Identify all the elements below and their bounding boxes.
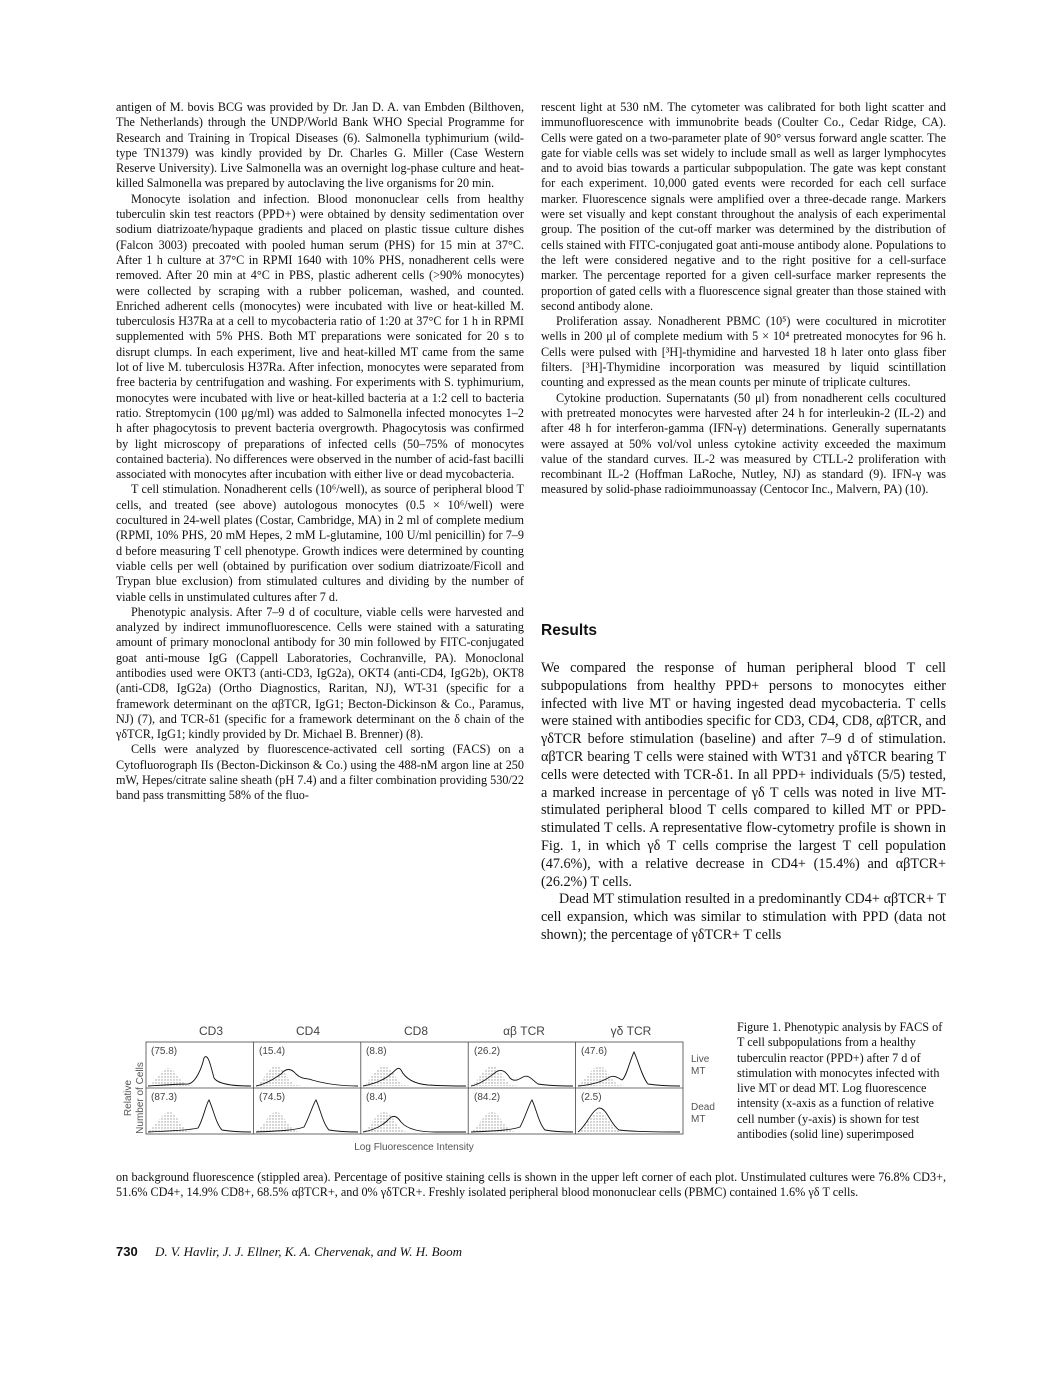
left-column bbox=[116, 100, 524, 804]
page-footer bbox=[116, 1244, 462, 1260]
paragraph-proliferation-assay: Proliferation assay. Nonadherent PBMC (10⁵) were cocultured in microtiter wells in 200 μl of complete medium with 5 × 10⁴ pretreated monocytes for 96 h. Cells were pulsed with [³H]-thymidine and harvested 18 h later onto glass fiber filters. [³H]-Thymidine incorporation was measured by liquid scintillation counting and expressed as the mean counts per minute of triplicate cultures. bbox=[541, 314, 946, 390]
results-heading: Results bbox=[541, 622, 597, 639]
y-axis-label-number-of-cells: Number of Cells bbox=[135, 1062, 146, 1134]
paragraph-facs: Cells were analyzed by fluorescence-activated cell sorting (FACS) on a Cytofluorograph IIs (Becton-Dickinson & Co.) using the 488-nM argon line at 250 mW, Hepes/citrate saline sheath (pH 7.4) and a filter combination providing 530/22 band pass transmitting 58% of the fluo- bbox=[116, 742, 524, 803]
paragraph-cytokine-production: Cytokine production. Supernatants (50 μl) from nonadherent cells cocultured with pretreated monocytes were harvested after 24 h for interleukin-2 (IL-2) and after 48 h for interferon-gamma (IFN-γ) determinations. Generally supernatants were assayed at 50% vol/vol unless cytokine activity exceeded the maximum value of the standard curves. IL-2 was measured by CTLL-2 proliferation with recombinant IL-2 (Hoffman LaRoche, Nutley, NJ) as standard (9). IFN-γ was measured by solid-phase radioimmunoassay (Centocor Inc., Malvern, PA) (10). bbox=[541, 390, 946, 497]
facs-histogram-grid bbox=[116, 1022, 724, 1158]
plot-live-cd4 bbox=[256, 1046, 358, 1086]
x-axis-label: Log Fluorescence Intensity bbox=[354, 1142, 474, 1153]
figure-caption-side: Figure 1. Phenotypic analysis by FACS of T cell subpopulations from a healthy tuberculin reactor (PPD+) after 7 d of stimulation with monocytes infected with live MT or dead MT. Log fluorescence intensity (x-axis as a function of relative cell number (y-axis) is shown for test antibodies (solid line) superimposed bbox=[737, 1020, 943, 1142]
paragraph-cytometer: rescent light at 530 nM. The cytometer was calibrated for both light scatter and immunofluorescence with immunobrite beads (Coulter Co., Cedar Ridge, CA). Cells were gated on a two-parameter plate of 90° versus forward angle scatter. The gate for viable cells was set widely to include small as well as larger lymphocytes and to avoid bias towards a particular subpopulation. The gate was kept constant for each experiment. 10,000 gated events were recorded for each cell surface marker. Fluorescence signals were amplified over a three-decade range. Markers were set visually and kept constant throughout the analysis of each experimental group. The position of the cut-off marker was determined by the distribution of cells stained with FITC-conjugated goat anti-mouse antibody alone. Populations to the left were considered negative and to the right positive for a cell-surface marker. The percentage reported for a given cell-surface marker represents the proportion of gated cells with a fluorescence signal greater than those stained with second antibody alone. bbox=[541, 100, 946, 313]
row-label-dead-mt: MT bbox=[691, 1114, 706, 1125]
plot-dead-cd8 bbox=[363, 1092, 466, 1132]
row-label-dead: Dead bbox=[691, 1102, 715, 1113]
plot-dead-cd3 bbox=[148, 1092, 251, 1132]
percent-dead-gd-tcr: (2.5) bbox=[581, 1092, 602, 1103]
percent-dead-cd8: (8.4) bbox=[366, 1092, 387, 1103]
plot-dead-cd4 bbox=[256, 1092, 358, 1132]
plot-live-cd8 bbox=[363, 1046, 466, 1086]
figure-caption-bottom: on background fluorescence (stippled area). Percentage of positive staining cells is shown in the upper left corner of each plot. Unstimulated cultures were 76.8% CD3+, 51.6% CD4+, 14.9% CD8+, 68.5% αβTCR+, and 0% γδTCR+. Freshly isolated peripheral blood mononuclear cells (PBMC) contained 1.6% γδ T cells. bbox=[116, 1170, 946, 1200]
results-paragraph-2: Dead MT stimulation resulted in a predominantly CD4+ αβTCR+ T cell expansion, which was similar to stimulation with PPD (data not shown); the percentage of γδTCR+ T cells bbox=[541, 891, 946, 943]
percent-dead-ab-tcr: (84.2) bbox=[474, 1092, 501, 1103]
percent-live-cd8: (8.8) bbox=[366, 1046, 387, 1057]
figure-1 bbox=[116, 1022, 724, 1158]
row-label-live: Live bbox=[691, 1054, 710, 1065]
plot-live-gd-tcr bbox=[578, 1046, 680, 1086]
page-number: 730 bbox=[116, 1244, 138, 1259]
percent-dead-cd3: (87.3) bbox=[151, 1092, 178, 1103]
column-header-gd-tcr: γδ TCR bbox=[610, 1024, 652, 1038]
results-section bbox=[541, 622, 946, 945]
plot-live-ab-tcr bbox=[471, 1046, 573, 1086]
plot-dead-gd-tcr bbox=[578, 1092, 680, 1132]
percent-live-cd3: (75.8) bbox=[151, 1046, 178, 1057]
row-label-live-mt: MT bbox=[691, 1066, 706, 1077]
column-header-cd4: CD4 bbox=[295, 1024, 321, 1038]
percent-dead-cd4: (74.5) bbox=[259, 1092, 286, 1103]
y-axis-label-relative: Relative bbox=[123, 1079, 134, 1117]
paragraph-bcg-antigen: antigen of M. bovis BCG was provided by Dr. Jan D. A. van Embden (Bilthoven, The Netherlands) through the UNDP/World Bank WHO Special Programme for Research and Training in Tropical Diseases (6). Salmonella typhimurium (wild-type TN1379) was kindly provided by Dr. Charles G. Miller (Case Western Reserve University). Live Salmonella was an overnight log-phase culture and heat-killed Salmonella was prepared by autoclaving the live organisms for 20 min. bbox=[116, 100, 524, 191]
plot-live-cd3 bbox=[148, 1046, 251, 1086]
column-header-cd3: CD3 bbox=[198, 1024, 224, 1038]
column-header-cd8: CD8 bbox=[403, 1024, 429, 1038]
percent-live-cd4: (15.4) bbox=[259, 1046, 286, 1057]
plot-dead-ab-tcr bbox=[471, 1092, 573, 1132]
results-paragraph-1: We compared the response of human peripheral blood T cell subpopulations from healthy PPD+ persons to monocytes either infected with live MT or having ingested dead mycobacteria. T cells were stained with antibodies specific for CD3, CD4, CD8, αβTCR, and γδTCR before stimulation (baseline) and after 7–9 d of stimulation. αβTCR bearing T cells were stained with WT31 and γδTCR bearing T cells were detected with TCR-δ1. In all PPD+ individuals (5/5) tested, a marked increase in percentage of γδ T cells was noted in live MT-stimulated peripheral blood T cells compared to killed MT or PPD-stimulated T cells. A representative flow-cytometry profile is shown in Fig. 1, in which γδ T cells comprise the largest T cell population (47.6%), with a relative decrease in CD4+ (15.4%) and αβTCR+ (26.2%) T cells. bbox=[541, 660, 946, 890]
paragraph-t-cell-stimulation: T cell stimulation. Nonadherent cells (10⁶/well), as source of peripheral blood T cells, and treated (see above) autologous monocytes (0.5 × 10⁶/well) were cocultured in 24-well plates (Costar, Cambridge, MA) in 2 ml of complete medium (RPMI, 10% PHS, 20 mM Hepes, 2 mM L-glutamine, 100 U/ml penicillin) for 7–9 d before measuring T cell phenotype. Growth indices were determined by counting viable cells per well (obtained by purification over sodium diatrizoate/Ficoll and Trypan blue exclusion) from stimulated cultures and dividing by the number of viable cells in unstimulated cultures after 7 d. bbox=[116, 482, 524, 604]
results-body bbox=[541, 660, 946, 945]
percent-live-gd-tcr: (47.6) bbox=[581, 1046, 608, 1057]
paragraph-phenotypic-analysis: Phenotypic analysis. After 7–9 d of coculture, viable cells were harvested and analyzed by indirect immunofluorescence. Cells were stained with a saturating amount of primary monoclonal antibody for 30 min followed by FITC-conjugated goat anti-mouse IgG (Cappell Laboratories, Cochranville, PA). Monoclonal antibodies used were OKT3 (anti-CD3, IgG2a), OKT4 (anti-CD4, IgG2b), OKT8 (anti-CD8, IgG2a) (Ortho Diagnostics, Raritan, NJ), WT-31 (specific for a framework determinant on the αβTCR, IgG1; Becton-Dickinson & Co., Paramus, NJ) (7), and TCR-δ1 (specific for a framework determinant on the δ chain of the γδTCR, IgG1; kindly provided by Dr. Michael B. Brenner) (8). bbox=[116, 604, 524, 742]
percent-live-ab-tcr: (26.2) bbox=[474, 1046, 501, 1057]
column-header-ab-tcr: αβ TCR bbox=[503, 1024, 545, 1038]
paragraph-monocyte-isolation: Monocyte isolation and infection. Blood mononuclear cells from healthy tuberculin skin test reactors (PPD+) were obtained by density sedimentation over sodium diatrizoate/hypaque gradients and placed on plastic tissue culture dishes (Falcon 3003) precoated with pooled human serum (PHS) for 15 min at 37°C. After 1 h culture at 37°C in RPMI 1640 with 10% PHS, nonadherent cells were removed. After 20 min at 4°C in PBS, plastic adherent cells (>90% monocytes) were collected by scraping with a rubber policeman, washed, and counted. Enriched adherent cells (monocytes) were incubated with live or heat-killed M. tuberculosis H37Ra at a cell to mycobacteria ratio of 1:20 at 37°C for 1 h in RPMI supplemented with 5% PHS. Both MT preparations were sonicated for 20 s to disrupt clumps. In each experiment, live and heat-killed MT came from the same lot of live M. tuberculosis H37Ra. After infection, monocytes were separated from free bacteria by centrifugation and washing. For experiments with S. typhimurium, monocytes were incubated with live or heat-killed bacteria at a 1:2 cell to bacteria ratio. Streptomycin (100 μg/ml) was added to Salmonella infected monocytes 1–2 h after phagocytosis to prevent bacteria overgrowth. Phagocytosis was confirmed by light microscopy of preparations of infected cells (50–75% of monocytes contained bacteria). No differences were observed in the number of acid-fast bacilli associated with monocytes after incubation with either live or dead mycobacteria. bbox=[116, 191, 524, 482]
footer-authors: D. V. Havlir, J. J. Ellner, K. A. Chervenak, and W. H. Boom bbox=[154, 1244, 462, 1259]
right-column bbox=[541, 100, 946, 498]
